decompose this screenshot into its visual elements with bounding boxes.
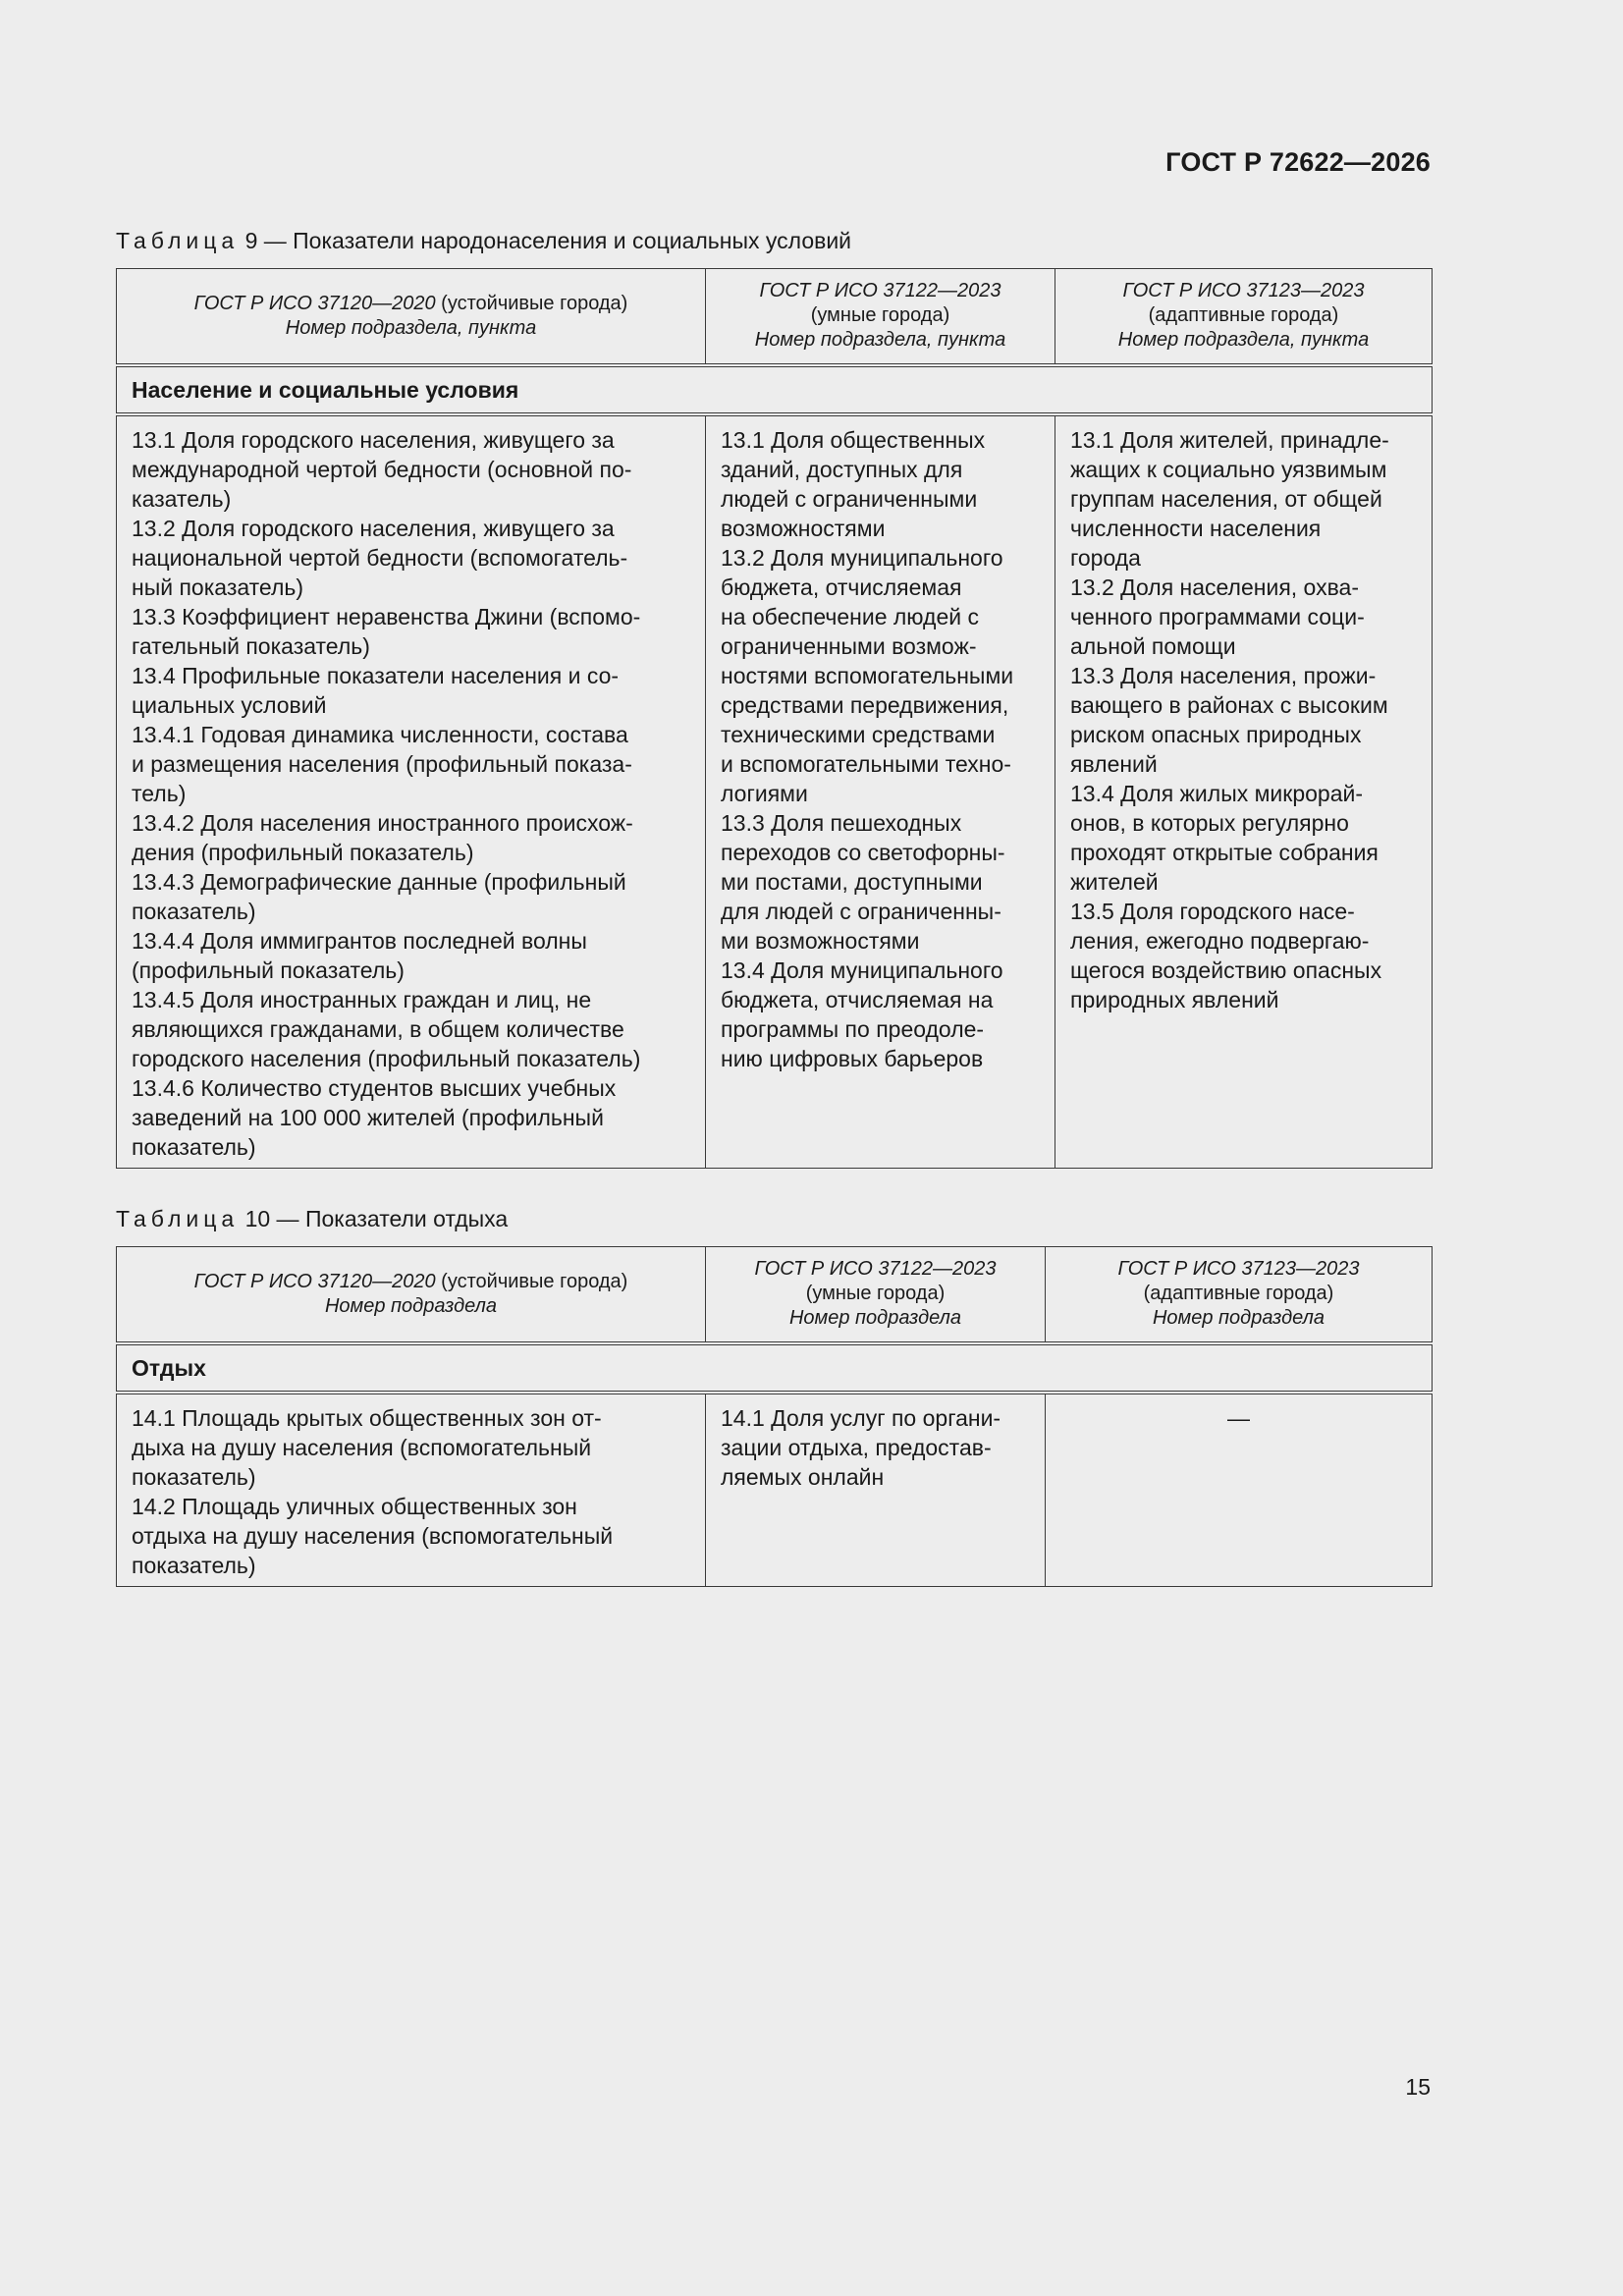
table9-body-row: [117, 414, 1433, 1169]
table10-header-col3-kind: (адаптивные города): [1143, 1283, 1334, 1305]
cell-line: 13.4 Доля жилых микрорай-: [1070, 780, 1364, 806]
cell-line: ляемых онлайн: [721, 1463, 885, 1490]
cell-line: являющихся гражданами, в общем количестве: [132, 1015, 624, 1042]
cell-line: города: [1070, 544, 1141, 571]
cell-line: людей с ограниченными: [721, 485, 978, 512]
table10-header-col1-sub: Номер подраздела: [324, 1294, 498, 1317]
cell-line: показатель): [132, 898, 256, 924]
cell-line: 13.4.4 Доля иммигрантов последней волны: [132, 927, 587, 954]
cell-line: дения (профильный показатель): [132, 839, 474, 865]
document-code: ГОСТ Р 72622—2026: [1165, 147, 1431, 177]
table9-header-col2-kind: (умные города): [810, 304, 950, 327]
cell-line: 13.2 Доля муниципального: [721, 544, 1003, 571]
table9-col1-cell: [117, 414, 706, 1169]
table9: [116, 268, 1433, 1169]
cell-line: гательный показатель): [132, 632, 370, 659]
cell-line: нию цифровых барьеров: [721, 1045, 984, 1071]
cell-line: ления, ежегодно подвергаю-: [1070, 927, 1370, 954]
cell-line: программы по преодоле-: [721, 1015, 985, 1042]
cell-line: жителей: [1070, 868, 1159, 895]
cell-line: природных явлений: [1070, 986, 1279, 1012]
table9-header-col2: [706, 269, 1055, 365]
cell-line: национальной чертой бедности (вспомогатель-: [132, 544, 628, 571]
cell-line: для людей с ограниченны-: [721, 898, 1001, 924]
table9-header-row: [117, 269, 1433, 365]
cell-line: ми возможностями: [721, 927, 920, 954]
cell-line: 13.4.5 Доля иностранных граждан и лиц, не: [132, 986, 592, 1012]
cell-line: переходов со светофорны-: [721, 839, 1005, 865]
cell-line: проходят открытые собрания: [1070, 839, 1379, 865]
cell-line: вающего в районах с высоким: [1070, 691, 1388, 718]
cell-line: логиями: [721, 780, 808, 806]
cell-line: зации отдыха, предостав-: [721, 1434, 992, 1460]
cell-line: 13.5 Доля городского насе-: [1070, 898, 1355, 924]
table9-header-col1-std: ГОСТ Р ИСО 37120—2020: [193, 292, 436, 314]
table10-col2-cell: [706, 1393, 1046, 1587]
table9-header-col3-sub: Номер подраздела, пункта: [1117, 329, 1370, 352]
table10: [116, 1246, 1433, 1587]
table10-header-col2-kind: (умные города): [805, 1283, 946, 1305]
table10-header-col1: [117, 1247, 706, 1343]
cell-line: 13.2 Доля городского населения, живущего за: [132, 515, 615, 541]
table9-header-col3-std: ГОСТ Р ИСО 37123—2023: [1122, 280, 1365, 302]
cell-line: группам населения, от общей: [1070, 485, 1382, 512]
cell-line: отдыха на душу населения (вспомогательный: [132, 1522, 614, 1549]
table10-header-col2-sub: Номер подраздела: [788, 1307, 962, 1330]
table9-col2-cell: [706, 414, 1055, 1169]
cell-line: 13.2 Доля населения, охва-: [1070, 574, 1360, 600]
cell-line: жащих к социально уязвимым: [1070, 456, 1387, 482]
cell-line: 13.1 Доля общественных: [721, 426, 986, 453]
cell-line: показатель): [132, 1133, 256, 1160]
table10-body-row: [117, 1393, 1433, 1587]
table9-header-col2-std: ГОСТ Р ИСО 37122—2023: [759, 280, 1001, 302]
cell-line: показатель): [132, 1463, 256, 1490]
cell-line: 13.4 Доля муниципального: [721, 957, 1003, 983]
cell-line: численности населения: [1070, 515, 1322, 541]
page-number: 15: [1405, 2074, 1431, 2100]
cell-line: городского населения (профильный показатель): [132, 1045, 641, 1071]
table9-caption-word: Таблица: [116, 228, 240, 253]
table10-section-title: Отдых: [117, 1343, 1433, 1393]
cell-line: казатель): [132, 485, 232, 512]
cell-line: зданий, доступных для: [721, 456, 963, 482]
cell-line: и вспомогательными техно-: [721, 750, 1011, 777]
table9-header-col1: [117, 269, 706, 365]
cell-line: 13.4.1 Годовая динамика численности, состава: [132, 721, 628, 747]
cell-line: 13.4 Профильные показатели населения и со-: [132, 662, 620, 688]
cell-line: на обеспечение людей с: [721, 603, 979, 629]
table10-header-col3-std: ГОСТ Р ИСО 37123—2023: [1117, 1258, 1360, 1281]
cell-line: 13.3 Доля пешеходных: [721, 809, 962, 836]
table9-caption: [116, 228, 851, 254]
table10-caption: [116, 1206, 508, 1232]
table10-header-col3: [1046, 1247, 1433, 1343]
cell-line: 13.4.3 Демографические данные (профильный: [132, 868, 626, 895]
table9-header-col1-sub: Номер подраздела, пункта: [285, 316, 537, 339]
cell-line: бюджета, отчисляемая на: [721, 986, 994, 1012]
cell-line: ми постами, доступными: [721, 868, 983, 895]
cell-line: заведений на 100 000 жителей (профильный: [132, 1104, 604, 1130]
table9-header-col1-kind: (устойчивые города): [435, 292, 628, 314]
table10-header-row: [117, 1247, 1433, 1343]
table10-caption-text: 10 — Показатели отдыха: [244, 1206, 509, 1231]
cell-line: 14.1 Площадь крытых общественных зон от-: [132, 1404, 602, 1431]
cell-line: щегося воздействию опасных: [1070, 957, 1382, 983]
table9-header-col3: [1055, 269, 1433, 365]
table10-col1-cell: [117, 1393, 706, 1587]
table9-caption-text: 9 — Показатели народонаселения и социальных условий: [244, 228, 852, 253]
cell-line: 13.3 Доля населения, прожи-: [1070, 662, 1377, 688]
table10-section-row: [117, 1343, 1433, 1393]
cell-line: и размещения населения (профильный показа-: [132, 750, 632, 777]
cell-line: альной помощи: [1070, 632, 1236, 659]
cell-line: 13.3 Коэффициент неравенства Джини (вспомо-: [132, 603, 641, 629]
table10-header-col1-kind: (устойчивые города): [435, 1270, 628, 1292]
table10-col3-cell: —: [1046, 1393, 1433, 1587]
cell-line: 14.2 Площадь уличных общественных зон: [132, 1493, 577, 1519]
cell-line: риском опасных природных: [1070, 721, 1362, 747]
cell-line: ностями вспомогательными: [721, 662, 1014, 688]
table9-header-col2-sub: Номер подраздела, пункта: [754, 329, 1006, 352]
table10-header-col2-std: ГОСТ Р ИСО 37122—2023: [754, 1258, 997, 1281]
cell-line: тель): [132, 780, 187, 806]
table10-header-col2: [706, 1247, 1046, 1343]
table10-caption-word: Таблица: [116, 1206, 240, 1231]
cell-line: циальных условий: [132, 691, 327, 718]
cell-line: ченного программами соци-: [1070, 603, 1365, 629]
cell-line: средствами передвижения,: [721, 691, 1009, 718]
table9-header-col3-kind: (адаптивные города): [1148, 304, 1339, 327]
cell-line: ный показатель): [132, 574, 304, 600]
table9-section-title: Население и социальные условия: [117, 365, 1433, 414]
cell-line: явлений: [1070, 750, 1158, 777]
cell-line: (профильный показатель): [132, 957, 405, 983]
cell-line: ограниченными возмож-: [721, 632, 977, 659]
cell-line: 13.4.2 Доля населения иностранного происхож-: [132, 809, 633, 836]
cell-line: дыха на душу населения (вспомогательный: [132, 1434, 592, 1460]
table9-section-row: [117, 365, 1433, 414]
cell-line: бюджета, отчисляемая: [721, 574, 962, 600]
table10-header-col1-std: ГОСТ Р ИСО 37120—2020: [193, 1270, 436, 1292]
table10-header-col3-sub: Номер подраздела: [1152, 1307, 1325, 1330]
cell-line: техническими средствами: [721, 721, 996, 747]
cell-line: 14.1 Доля услуг по органи-: [721, 1404, 1001, 1431]
cell-line: показатель): [132, 1552, 256, 1578]
cell-line: 13.4.6 Количество студентов высших учебных: [132, 1074, 617, 1101]
cell-line: международной чертой бедности (основной по-: [132, 456, 632, 482]
cell-line: онов, в которых регулярно: [1070, 809, 1349, 836]
cell-line: возможностями: [721, 515, 886, 541]
table9-col3-cell: [1055, 414, 1433, 1169]
cell-line: 13.1 Доля жителей, принадле-: [1070, 426, 1389, 453]
cell-line: 13.1 Доля городского населения, живущего за: [132, 426, 615, 453]
